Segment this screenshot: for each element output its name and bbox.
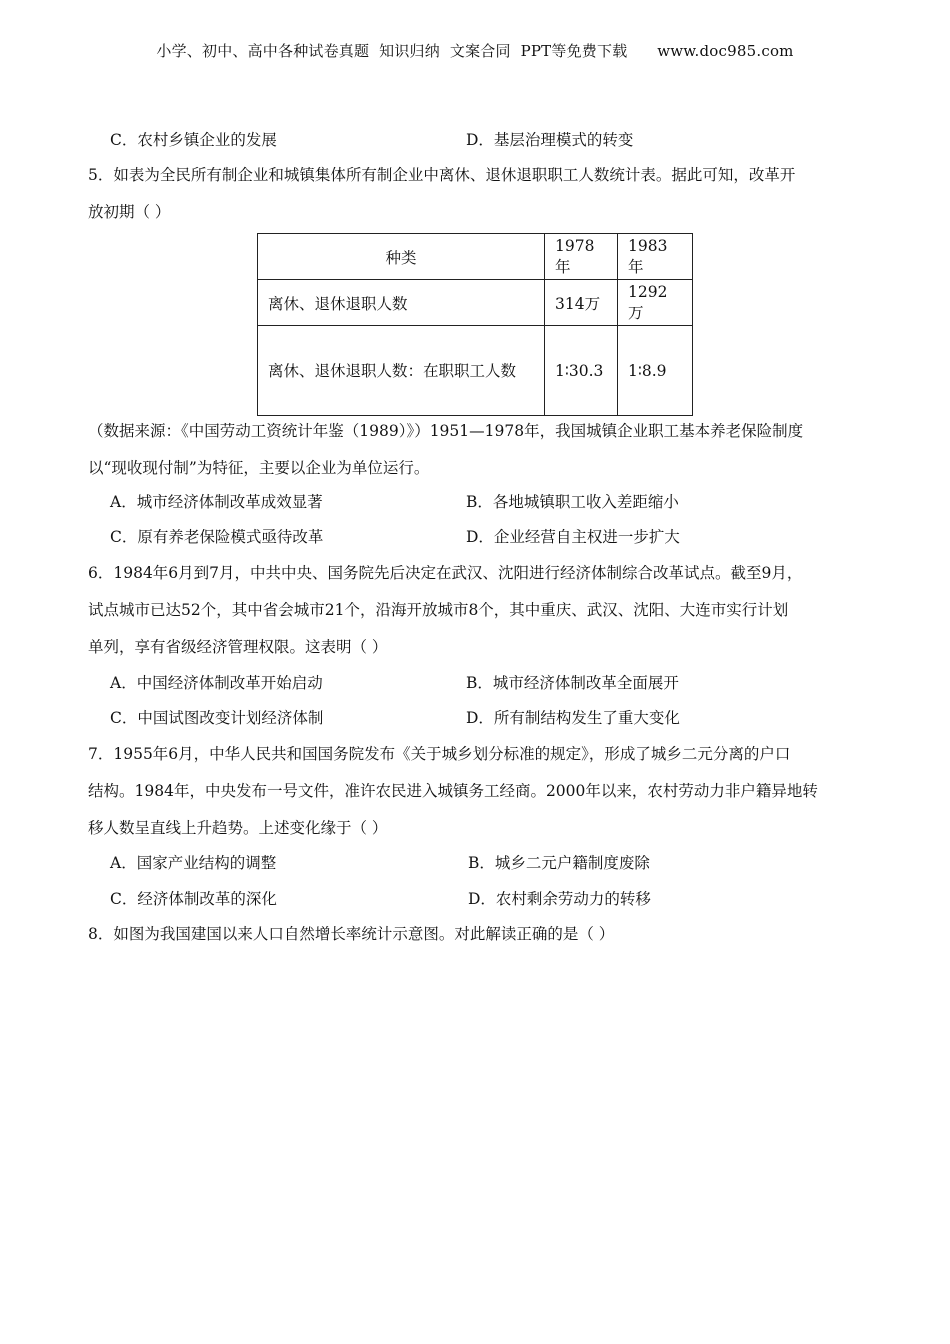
q5-stats-table bbox=[257, 233, 693, 416]
q5-option-a: A．城市经济体制改革成效显著 bbox=[110, 493, 323, 511]
table-cell-1983: 1292万 bbox=[618, 280, 693, 326]
q6-option-d: D．所有制结构发生了重大变化 bbox=[466, 709, 680, 727]
q8-stem-line-1: 8．如图为我国建国以来人口自然增长率统计示意图。对此解读正确的是（ ） bbox=[88, 925, 615, 943]
table-cell-label: 离休、退休退职人数：在职职工人数 bbox=[258, 326, 545, 416]
q6-option-a: A．中国经济体制改革开始启动 bbox=[110, 674, 323, 692]
table-header-category: 种类 bbox=[258, 234, 545, 280]
table-cell-1983: 1∶8.9 bbox=[618, 326, 693, 416]
q7-option-d: D．农村剩余劳动力的转移 bbox=[468, 890, 651, 908]
table-cell-1978: 314万 bbox=[545, 280, 618, 326]
q7-stem-line-2: 结构。1984年，中央发布一号文件，准许农民进入城镇务工经商。2000年以来，农村劳动力非户籍异地转 bbox=[88, 782, 818, 800]
q5-option-d: D．企业经营自主权进一步扩大 bbox=[466, 528, 680, 546]
table-cell-1978: 1∶30.3 bbox=[545, 326, 618, 416]
table-header-1983: 1983年 bbox=[618, 234, 693, 280]
q7-option-a: A．国家产业结构的调整 bbox=[110, 854, 277, 872]
q5-option-c: C．原有养老保险模式亟待改革 bbox=[110, 528, 324, 546]
q5-stem-line-1: 5．如表为全民所有制企业和城镇集体所有制企业中离休、退休退职职工人数统计表。据此可知，改革开 bbox=[88, 166, 796, 184]
q7-option-c: C．经济体制改革的深化 bbox=[110, 890, 277, 908]
table-header-1978: 1978年 bbox=[545, 234, 618, 280]
q6-option-c: C．中国试图改变计划经济体制 bbox=[110, 709, 324, 727]
site-header: 小学、初中、高中各种试卷真题 知识归纳 文案合同 PPT等免费下载 www.doc985.com bbox=[156, 42, 794, 60]
q5-note-line-1: （数据来源：《中国劳动工资统计年鉴（1989）》）1951—1978年，我国城镇企业职工基本养老保险制度 bbox=[88, 422, 804, 440]
table-cell-label: 离休、退休退职人数 bbox=[258, 280, 545, 326]
q7-stem-line-1: 7．1955年6月，中华人民共和国国务院发布《关于城乡划分标准的规定》，形成了城乡二元分离的户口 bbox=[88, 745, 791, 763]
q6-stem-line-3: 单列，享有省级经济管理权限。这表明（ ） bbox=[88, 638, 388, 656]
table-header-row bbox=[258, 234, 693, 280]
q6-stem-line-2: 试点城市已达52个，其中省会城市21个，沿海开放城市8个，其中重庆、武汉、沈阳、大连市实行计划 bbox=[88, 601, 789, 619]
q6-option-b: B．城市经济体制改革全面展开 bbox=[466, 674, 679, 692]
q6-stem-line-1: 6．1984年6月到7月，中共中央、国务院先后决定在武汉、沈阳进行经济体制综合改革试点。截至9月， bbox=[88, 564, 803, 582]
table-row bbox=[258, 326, 693, 416]
table-row bbox=[258, 280, 693, 326]
q7-option-b: B．城乡二元户籍制度废除 bbox=[468, 854, 650, 872]
q4-option-c: C．农村乡镇企业的发展 bbox=[110, 131, 277, 149]
q4-option-d: D．基层治理模式的转变 bbox=[466, 131, 634, 149]
q5-option-b: B．各地城镇职工收入差距缩小 bbox=[466, 493, 679, 511]
q5-stem-line-2: 放初期（ ） bbox=[88, 203, 171, 221]
q7-stem-line-3: 移人数呈直线上升趋势。上述变化缘于（ ） bbox=[88, 819, 388, 837]
q5-note-line-2: 以“现收现付制”为特征，主要以企业为单位运行。 bbox=[88, 459, 430, 477]
